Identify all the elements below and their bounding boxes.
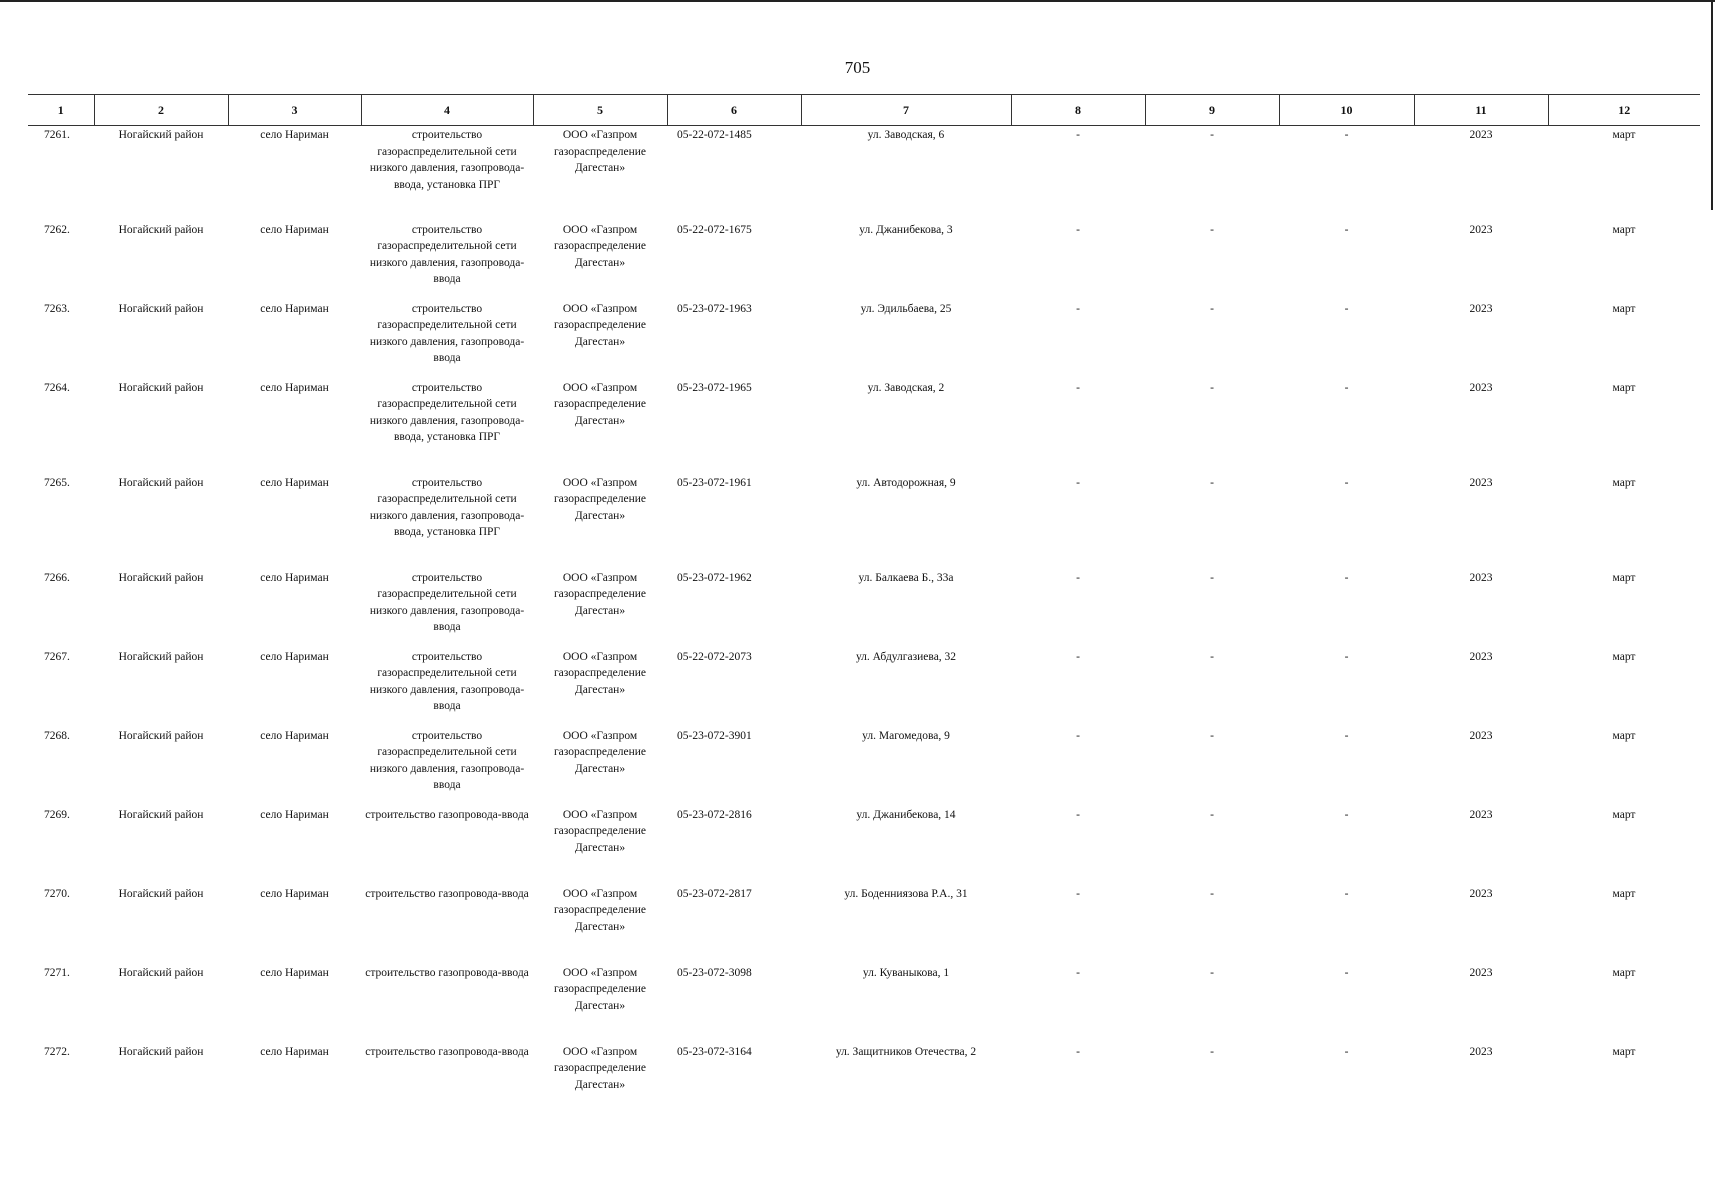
- col9-cell: -: [1210, 571, 1214, 584]
- year-cell: 2023: [1469, 729, 1493, 742]
- organization-cell: ООО «Газпром газораспределение Дагестан»: [553, 650, 647, 696]
- locality-cell: село Нариман: [260, 476, 329, 489]
- scan-edge-top: [0, 0, 1715, 2]
- locality-cell: село Нариман: [260, 966, 329, 979]
- organization-cell: ООО «Газпром газораспределение Дагестан»: [553, 808, 647, 854]
- district-cell: Ногайский район: [118, 966, 204, 979]
- col9-cell: -: [1210, 302, 1214, 315]
- col-header-5: 5: [533, 95, 667, 126]
- col10-cell: -: [1344, 808, 1349, 821]
- col-header-3: 3: [228, 95, 361, 126]
- organization-cell: ООО «Газпром газораспределение Дагестан»: [553, 223, 647, 269]
- row-number: 7265.: [44, 476, 70, 489]
- work-type-cell: строительство газораспределительной сети низкого давления, газопровода-ввода: [369, 223, 525, 285]
- header-row: [28, 95, 1700, 126]
- col10-cell: -: [1344, 650, 1349, 663]
- col-header-8: 8: [1011, 95, 1145, 126]
- month-cell: март: [1612, 129, 1636, 141]
- address-cell: ул. Джанибекова, 14: [856, 808, 956, 821]
- locality-cell: село Нариман: [260, 887, 329, 900]
- scan-edge-right: [1711, 0, 1713, 210]
- row-number: 7268.: [44, 729, 70, 742]
- locality-cell: село Нариман: [260, 650, 329, 663]
- object-code-cell: 05-23-072-3164: [677, 1045, 752, 1058]
- table-row: [28, 727, 1700, 806]
- table-row: [28, 964, 1700, 1043]
- month-cell: март: [1612, 381, 1636, 394]
- table-row: [28, 474, 1700, 569]
- locality-cell: село Нариман: [260, 381, 329, 394]
- district-cell: Ногайский район: [118, 571, 204, 584]
- work-type-cell: строительство газопровода-ввода: [365, 966, 529, 979]
- row-number: 7272.: [44, 1045, 70, 1058]
- object-code-cell: 05-22-072-2073: [677, 650, 752, 663]
- year-cell: 2023: [1469, 808, 1493, 821]
- address-cell: ул. Эдильбаева, 25: [860, 302, 952, 315]
- col-header-7: 7: [801, 95, 1011, 126]
- work-type-cell: строительство газораспределительной сети низкого давления, газопровода-ввода, установка ПРГ: [369, 381, 525, 443]
- col-header-9: 9: [1145, 95, 1279, 126]
- object-code-cell: 05-23-072-2816: [677, 808, 752, 821]
- work-type-cell: строительство газораспределительной сети низкого давления, газопровода-ввода: [369, 571, 525, 633]
- year-cell: 2023: [1469, 302, 1493, 315]
- object-code-cell: 05-23-072-3901: [677, 729, 752, 742]
- address-cell: ул. Джанибекова, 3: [859, 223, 953, 236]
- organization-cell: ООО «Газпром газораспределение Дагестан»: [553, 302, 647, 348]
- col-header-10: 10: [1279, 95, 1414, 126]
- table-row: [28, 569, 1700, 648]
- district-cell: Ногайский район: [118, 887, 204, 900]
- organization-cell: ООО «Газпром газораспределение Дагестан»: [553, 571, 647, 617]
- col-header-11: 11: [1414, 95, 1548, 126]
- district-cell: Ногайский район: [118, 381, 204, 394]
- col8-cell: -: [1076, 729, 1080, 742]
- table-row: [28, 806, 1700, 885]
- address-cell: ул. Заводская, 2: [867, 381, 945, 394]
- col10-cell: -: [1344, 887, 1349, 900]
- register-table: [28, 94, 1700, 1122]
- col10-cell: -: [1344, 476, 1349, 489]
- work-type-cell: строительство газораспределительной сети низкого давления, газопровода-ввода: [369, 650, 525, 712]
- col10-cell: -: [1344, 729, 1349, 742]
- work-type-cell: строительство газопровода-ввода: [365, 808, 529, 821]
- row-number: 7262.: [44, 223, 70, 236]
- col9-cell: -: [1210, 476, 1214, 489]
- col8-cell: -: [1076, 966, 1080, 979]
- col10-cell: -: [1344, 223, 1349, 236]
- work-type-cell: строительство газораспределительной сети низкого давления, газопровода-ввода, установка ПРГ: [369, 129, 525, 191]
- month-cell: март: [1612, 729, 1636, 742]
- object-code-cell: 05-22-072-1675: [677, 223, 752, 236]
- object-code-cell: 05-23-072-2817: [677, 887, 752, 900]
- year-cell: 2023: [1469, 887, 1493, 900]
- address-cell: ул. Куваныкова, 1: [862, 966, 950, 979]
- locality-cell: село Нариман: [260, 1045, 329, 1058]
- month-cell: март: [1612, 808, 1636, 821]
- year-cell: 2023: [1469, 381, 1493, 394]
- district-cell: Ногайский район: [118, 129, 204, 141]
- object-code-cell: 05-23-072-3098: [677, 966, 752, 979]
- col8-cell: -: [1076, 302, 1080, 315]
- table-row: [28, 221, 1700, 300]
- register-table-wrap: [28, 94, 1700, 1122]
- row-number: 7261.: [44, 129, 70, 141]
- row-number: 7269.: [44, 808, 70, 821]
- col8-cell: -: [1076, 223, 1080, 236]
- col-header-4: 4: [361, 95, 533, 126]
- district-cell: Ногайский район: [118, 729, 204, 742]
- col-header-12: 12: [1548, 95, 1700, 126]
- address-cell: ул. Заводская, 6: [867, 129, 945, 141]
- table-row: [28, 1043, 1700, 1122]
- organization-cell: ООО «Газпром газораспределение Дагестан»: [553, 729, 647, 775]
- table-row: [28, 648, 1700, 727]
- year-cell: 2023: [1469, 223, 1493, 236]
- address-cell: ул. Боденниязова Р.А., 31: [844, 887, 968, 900]
- organization-cell: ООО «Газпром газораспределение Дагестан»: [553, 381, 647, 427]
- col9-cell: -: [1210, 223, 1214, 236]
- organization-cell: ООО «Газпром газораспределение Дагестан»: [553, 476, 647, 522]
- year-cell: 2023: [1469, 476, 1493, 489]
- locality-cell: село Нариман: [260, 729, 329, 742]
- locality-cell: село Нариман: [260, 302, 329, 315]
- row-number: 7266.: [44, 571, 70, 584]
- col-header-6: 6: [667, 95, 801, 126]
- col8-cell: -: [1076, 1045, 1080, 1058]
- month-cell: март: [1612, 650, 1636, 663]
- locality-cell: село Нариман: [260, 223, 329, 236]
- col9-cell: -: [1210, 966, 1214, 979]
- month-cell: март: [1612, 223, 1636, 236]
- month-cell: март: [1612, 966, 1636, 979]
- col8-cell: -: [1076, 381, 1080, 394]
- address-cell: ул. Автодорожная, 9: [856, 476, 956, 489]
- row-number: 7263.: [44, 302, 70, 315]
- address-cell: ул. Балкаева Б., 33а: [858, 571, 954, 584]
- object-code-cell: 05-23-072-1961: [677, 476, 752, 489]
- col8-cell: -: [1076, 808, 1080, 821]
- table-body: [28, 126, 1700, 1122]
- table-row: [28, 379, 1700, 474]
- row-number: 7271.: [44, 966, 70, 979]
- table-row: [28, 126, 1700, 221]
- district-cell: Ногайский район: [118, 302, 204, 315]
- work-type-cell: строительство газопровода-ввода: [365, 1045, 529, 1058]
- month-cell: март: [1612, 476, 1636, 489]
- object-code-cell: 05-23-072-1962: [677, 571, 752, 584]
- district-cell: Ногайский район: [118, 476, 204, 489]
- work-type-cell: строительство газораспределительной сети низкого давления, газопровода-ввода: [369, 302, 525, 364]
- address-cell: ул. Абдулгазиева, 32: [855, 650, 957, 663]
- district-cell: Ногайский район: [118, 1045, 204, 1058]
- month-cell: март: [1612, 571, 1636, 584]
- col10-cell: -: [1344, 302, 1349, 315]
- year-cell: 2023: [1469, 1045, 1493, 1058]
- col-header-1: 1: [28, 95, 94, 126]
- year-cell: 2023: [1469, 966, 1493, 979]
- col10-cell: -: [1344, 129, 1349, 141]
- year-cell: 2023: [1469, 571, 1493, 584]
- object-code-cell: 05-23-072-1965: [677, 381, 752, 394]
- organization-cell: ООО «Газпром газораспределение Дагестан»: [553, 129, 647, 174]
- organization-cell: ООО «Газпром газораспределение Дагестан»: [553, 1045, 647, 1091]
- work-type-cell: строительство газопровода-ввода: [365, 887, 529, 900]
- col8-cell: -: [1076, 887, 1080, 900]
- col8-cell: -: [1076, 129, 1080, 141]
- year-cell: 2023: [1469, 650, 1493, 663]
- col9-cell: -: [1210, 729, 1214, 742]
- month-cell: март: [1612, 302, 1636, 315]
- row-number: 7264.: [44, 381, 70, 394]
- district-cell: Ногайский район: [118, 650, 204, 663]
- col9-cell: -: [1210, 381, 1214, 394]
- organization-cell: ООО «Газпром газораспределение Дагестан»: [553, 887, 647, 933]
- address-cell: ул. Защитников Отечества, 2: [835, 1045, 977, 1058]
- table-row: [28, 300, 1700, 379]
- work-type-cell: строительство газораспределительной сети низкого давления, газопровода-ввода, установка ПРГ: [369, 476, 525, 538]
- locality-cell: село Нариман: [260, 571, 329, 584]
- district-cell: Ногайский район: [118, 223, 204, 236]
- col9-cell: -: [1210, 808, 1214, 821]
- year-cell: 2023: [1469, 129, 1493, 141]
- row-number: 7267.: [44, 650, 70, 663]
- organization-cell: ООО «Газпром газораспределение Дагестан»: [553, 966, 647, 1012]
- locality-cell: село Нариман: [260, 129, 329, 141]
- page-number: 705: [844, 58, 871, 77]
- table-row: [28, 885, 1700, 964]
- col10-cell: -: [1344, 966, 1349, 979]
- col9-cell: -: [1210, 650, 1214, 663]
- work-type-cell: строительство газораспределительной сети низкого давления, газопровода-ввода: [369, 729, 525, 791]
- col8-cell: -: [1076, 476, 1080, 489]
- col9-cell: -: [1210, 129, 1214, 141]
- row-number: 7270.: [44, 887, 70, 900]
- month-cell: март: [1612, 887, 1636, 900]
- locality-cell: село Нариман: [260, 808, 329, 821]
- col8-cell: -: [1076, 650, 1080, 663]
- district-cell: Ногайский район: [118, 808, 204, 821]
- col9-cell: -: [1210, 1045, 1214, 1058]
- col9-cell: -: [1210, 887, 1214, 900]
- address-cell: ул. Магомедова, 9: [862, 729, 950, 742]
- object-code-cell: 05-23-072-1963: [677, 302, 752, 315]
- col10-cell: -: [1344, 571, 1349, 584]
- col-header-2: 2: [94, 95, 228, 126]
- month-cell: март: [1612, 1045, 1636, 1058]
- object-code-cell: 05-22-072-1485: [677, 129, 752, 141]
- col10-cell: -: [1344, 381, 1349, 394]
- col8-cell: -: [1076, 571, 1080, 584]
- col10-cell: -: [1344, 1045, 1349, 1058]
